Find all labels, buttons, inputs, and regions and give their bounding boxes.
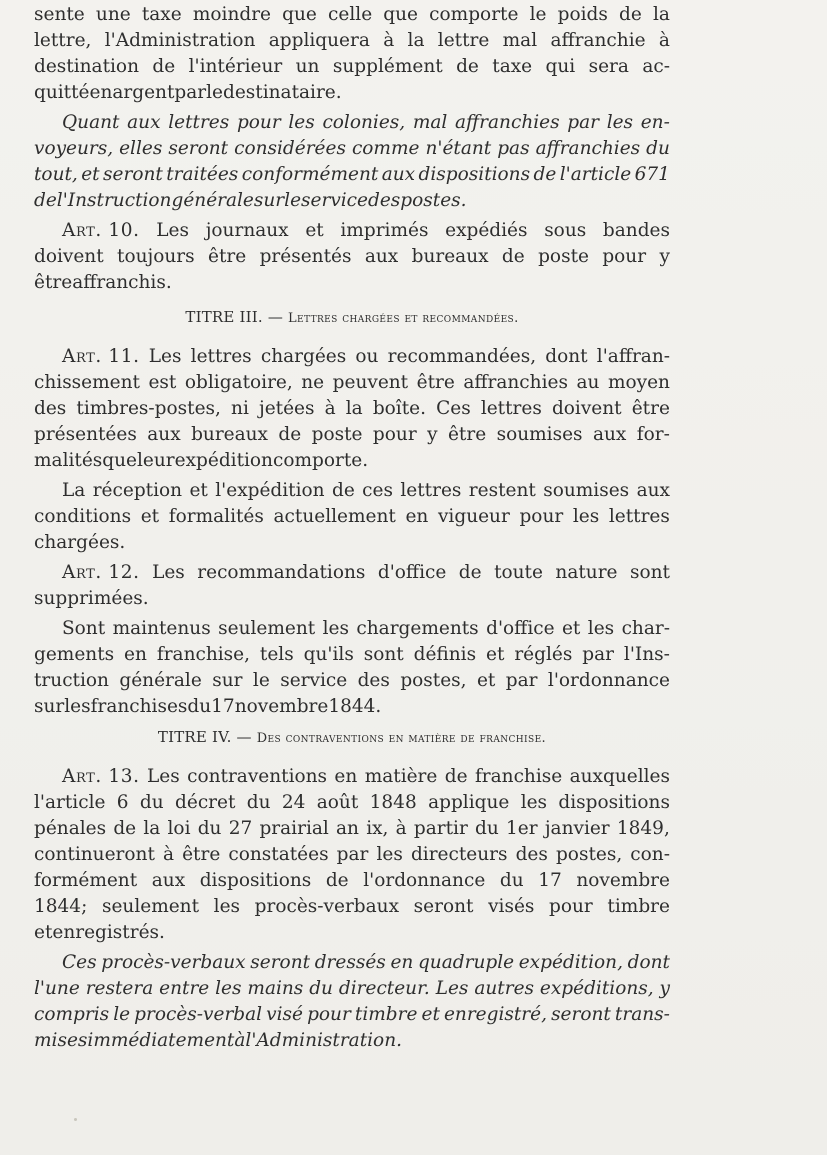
text-line: Art. 10. Les journaux et imprimés expédiés sous bandes xyxy=(34,218,670,244)
article-label: Art. 13. xyxy=(62,766,140,787)
text-line: pénales de la loi du 27 prairial an ix, à partir du 1er janvier 1849, xyxy=(34,818,670,839)
text-line: chissement est obligatoire, ne peuvent être affranchies au moyen xyxy=(34,372,670,393)
text-line: de l'Instruction générale sur le service des postes. xyxy=(34,190,467,211)
text-line: compris le procès-verbal visé pour timbre et enregistré, seront trans- xyxy=(34,1004,670,1025)
paragraph xyxy=(34,2,670,106)
text-line: voyeurs, elles seront considérées comme n'étant pas affranchies du xyxy=(34,138,670,159)
text-line: formément aux dispositions de l'ordonnance du 17 novembre xyxy=(34,870,670,891)
paragraph xyxy=(34,616,670,720)
text-line: conditions et formalités actuellement en vigueur pour les lettres xyxy=(34,506,670,527)
text-line: lettre, l'Administration appliquera à la lettre mal affranchie à xyxy=(34,30,670,51)
text-line: sente une taxe moindre que celle que comporte le poids de la xyxy=(34,4,670,25)
section-heading xyxy=(34,304,670,330)
article-paragraph xyxy=(34,218,670,296)
text-line: tout, et seront traitées conformément aux dispositions de l'article 671 xyxy=(34,164,670,185)
text-line: l'article 6 du décret du 24 août 1848 applique les dispositions xyxy=(34,792,670,813)
text-line: des timbres-postes, ni jetées à la boîte. Ces lettres doivent être xyxy=(34,398,670,419)
text-line: supprimées. xyxy=(34,588,149,609)
article-paragraph xyxy=(34,764,670,946)
text-line: doivent toujours être présentés aux bureaux de poste pour y xyxy=(34,246,670,267)
text-line: être affranchis. xyxy=(34,272,172,293)
paragraph-spacer xyxy=(34,330,670,344)
text-line: Art. 11. Les lettres chargées ou recommandées, dont l'affran- xyxy=(34,344,670,370)
text-line: continueront à être constatées par les directeurs des postes, con- xyxy=(34,844,670,865)
text-line: Quant aux lettres pour les colonies, mal affranchies par les en- xyxy=(62,112,670,133)
paragraph-spacer xyxy=(34,296,670,304)
article-label: Art. 12. xyxy=(62,562,140,583)
text-line: gements en franchise, tels qu'ils sont définis et réglés par l'Ins- xyxy=(34,644,670,665)
article-label: Art. 11. xyxy=(62,346,140,367)
text-line: destination de l'intérieur un supplément de taxe qui sera ac- xyxy=(34,56,670,77)
text-column xyxy=(34,2,670,1054)
text-line: mises immédiatement à l'Administration. xyxy=(34,1030,402,1051)
paragraph-spacer xyxy=(34,750,670,764)
italic-paragraph xyxy=(34,950,670,1054)
text-line: chargées. xyxy=(34,532,126,553)
text-line: et enregistrés. xyxy=(34,922,165,943)
text-line: Ces procès-verbaux seront dressés en quadruple expédition, dont xyxy=(62,952,670,973)
heading-title: Des contraventions en matière de franchise. xyxy=(256,731,547,746)
text-line: 1844; seulement les procès-verbaux seront visés pour timbre xyxy=(34,896,670,917)
section-heading xyxy=(34,724,670,750)
text-line: présentées aux bureaux de poste pour y être soumises aux for- xyxy=(34,424,670,445)
text-line: Art. 12. Les recommandations d'office de toute nature sont xyxy=(34,560,670,586)
text-line: sur les franchises du 17 novembre 1844. xyxy=(34,696,382,717)
text-line: l'une restera entre les mains du directeur. Les autres expéditions, y xyxy=(34,978,670,999)
paragraph xyxy=(34,478,670,556)
text-line: malités que leur expédition comporte. xyxy=(34,450,369,471)
text-line: Sont maintenus seulement les chargements d'office et les char- xyxy=(62,618,670,639)
heading-prefix: TITRE IV. — xyxy=(157,728,257,746)
text-line: truction générale sur le service des postes, et par l'ordonnance xyxy=(34,670,670,691)
text-line: La réception et l'expédition de ces lettres restent soumises aux xyxy=(62,480,670,501)
heading-prefix: TITRE III. — xyxy=(185,308,288,326)
text-line: Art. 13. Les contraventions en matière de franchise auxquelles xyxy=(34,764,670,790)
article-label: Art. 10. xyxy=(62,220,140,241)
italic-paragraph xyxy=(34,110,670,214)
heading-title: Lettres chargées et recommandées. xyxy=(288,311,519,326)
text-line: quitté en argent par le destinataire. xyxy=(34,82,342,103)
paper-speck xyxy=(74,1118,77,1121)
article-paragraph xyxy=(34,344,670,474)
article-paragraph xyxy=(34,560,670,612)
